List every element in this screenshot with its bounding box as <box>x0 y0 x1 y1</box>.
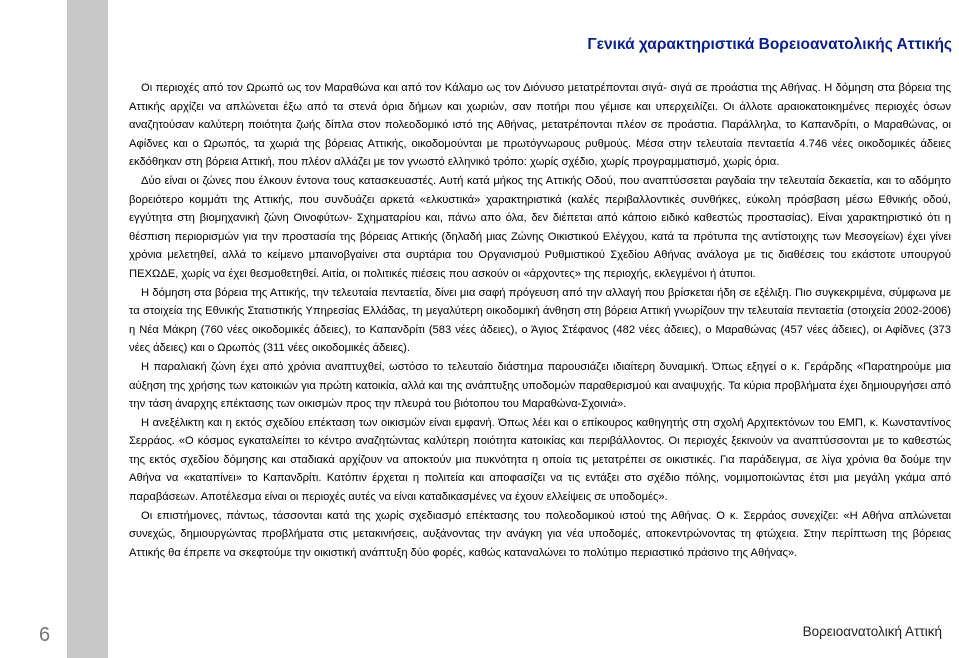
left-margin-bar <box>67 0 108 658</box>
paragraph-4: Η παραλιακή ζώνη έχει από χρόνια αναπτυχθεί, ωστόσο το τελευταίο διάστημα παρουσιάζει ιδιαίτερη δυναμική. Όπως εξηγεί ο κ. Γεράρδης «Παρατηρούμε μια αύξηση της χρήσης των κατοικιών για πρώτη κατοικία, αλλά και της ανάπτυξης υποδομών παραθερισμού και αναψυχής. Τα κύρια προβλήματα έχει δημιουργήσει από την τάση άναρχης επέκτασης των οικισμών προς την πλευρά του βιότοπου του Μαραθώνα-Σχοινιά». <box>129 360 951 411</box>
paragraph-6: Οι επιστήμονες, πάντως, τάσσονται κατά της χωρίς σχεδιασμό επέκτασης του πολεοδομικού ιστού της Αθήνας. Ο κ. Σερράος συνεχίζει: «Η Αθήνα απλώνεται συνεχώς, δημιουργώντας προβλήματα στις μετακινήσεις, αυξάνοντας την ανάγκη για νέα υποδομές, αποκεντρώνοντας τη φτώχεια. Στην περίπτωση της βόρειας Αττικής θα έπρεπε να σκεφτούμε την οικιστική ανάπτυξη δύο φορές, καθώς καταναλώνει το πολύτιμο περιαστικό πράσινο της Αθήνας». <box>129 509 951 559</box>
page-number: 6 <box>39 624 51 646</box>
footer-title: Βορειοανατολική Αττική <box>802 624 942 639</box>
paragraph-2: Δύο είναι οι ζώνες που έλκουν έντονα τους κατασκευαστές. Αυτή κατά μήκος της Αττικής Οδού, που αναπτύσσεται ραγδαία την τελευταία δεκαετία, και το αδόμητο βορειότερο κομμάτι της Αττικής, που συνδυάζει αρκετά «ελκυστικά» χαρακτηριστικά (καλές περιβαλλοντικές συνθήκες, εύκολη πρόσβαση μέσω Εθνικής οδού, εγγύτητα στη βιομηχανική ζώνη Οινοφύτων- Σχηματαρίου και, πάνω απο όλα, δεν διέπεται από κάποιο ειδικό καθεστώς προστασίας). Είναι χαρακτηριστικό ότι η θέσπιση περιορισμών για την προστασία της βόρειας Αττικής (δηλαδή μιας Ζώνης Οικιστικού Ελέγχου, κατά τα πρότυπα της αντίστοιχης των Μεσογείων) έχει γίνει χρόνια μελετηθεί, αλλά το κείμενο μπαινοβγαίνει στα συρτάρια του Οργανισμού Ρυθμιστικού Σχεδίου Αθήνας ανάλογα με τις διαθέσεις του εκάστοτε υπουργού ΠΕΧΩΔΕ, χωρίς να έχει θεσμοθετηθεί. Αιτία, οι πολιτικές πιέσεις που ασκούν οι «άρχοντες» της περιοχής, εκλεγμένοι ή άτυποι. <box>129 174 951 280</box>
page-title: Γενικά χαρακτηριστικά Βορειοανατολικής Αττικής <box>587 36 952 53</box>
paragraph-3: Η δόμηση στα βόρεια της Αττικής, την τελευταία πενταετία, δίνει μια σαφή πρόγευση από την αλλαγή που βρίσκεται ήδη σε εξέλιξη. Πιο συγκεκριμένα, σύμφωνα με τα στοιχεία της Εθνικής Στατιστικής Υπηρεσίας Ελλάδας, τη μεγαλύτερη οικοδομική άνθηση στη βόρεια Αττική γνωρίζουν την τελευταία πενταετία (στοιχεία 2002-2006) η Νέα Μάκρη (760 νέες οικοδομικές άδειες), το Καπανδρίτι (583 νέες άδειες), ο Άγιος Στέφανος (482 νέες άδειες), ο Μαραθώνας (457 νέες άδειες), οι Αφίδνες (373 νέες άδειες) και ο Ωρωπός (311 νέες οικοδομικές άδειες). <box>129 286 951 355</box>
paragraph-1: Οι περιοχές από τον Ωρωπό ως τον Μαραθώνα και από τον Κάλαμο ως τον Διόνυσο μετατρέπονται σιγά- σιγά σε προάστια της Αθήνας. Η δόμηση στα βόρεια της Αττικής αρχίζει να απλώνεται έξω από τα στενά όρια δήμων και χωριών, σαν ποτήρι που γέμισε και υπερχειλίζει. Οι άλλοτε αραιοκατοικημένες περιοχές όσων αναζητούσαν καλύτερη ποιότητα ζωής δίπλα στον πολεοδομικό ιστό της Αθήνας, μετατρέπονται πλέον σε προάστια. Παράλληλα, το Καπανδρίτι, ο Μαραθώνας, οι Αφίδνες και ο Ωρωπός, τα χωριά της βόρειας Αττικής, οικοδομούνται με πρωτόγνωρους ρυθμούς. Μέσα στην τελευταία πενταετία 4.746 νέες οικοδομικές άδειες εκδόθηκαν στη βόρεια Αττική, που πλέον αλλάζει με τον γνωστό ελληνικό τρόπο: χωρίς σχέδιο, χωρίς προγραμματισμό, χωρίς όρια. <box>129 82 951 169</box>
article-body <box>129 79 951 562</box>
paragraph-5: Η ανεξέλικτη και η εκτός σχεδίου επέκταση των οικισμών είναι εμφανή. Όπως λέει και ο επίκουρος καθηγητής στη σχολή Αρχιτεκτόνων του ΕΜΠ, κ. Κωνσταντίνος Σερράος. «Ο κόσμος εγκαταλείπει το κέντρο αναζητώντας καλύτερη ποιότητα κατοικίας και περιβάλλοντος. Οι περιοχές ξεκινούν να αναπτύσσονται με το καθεστώς της εκτός σχεδίου δόμησης και σταδιακά αρχίζουν να αποκτούν μια πυκνότητα η οποία τις μετατρέπει σε οικιστικές. Για παράδειγμα, σε λίγα χρόνια θα δούμε την Αθήνα να «καταπίνει» το Καπανδρίτι. Κατόπιν έρχεται η πολιτεία και αποφασίζει να τις εντάξει στο σχέδιο πόλης, νομιμοποιώντας έτσι μια μεγάλη γκάμα από παραβάσεων. Αποτέλεσμα είναι οι περιοχές αυτές να είναι καταδικασμένες να έχουν ελλείψεις σε υποδομές». <box>129 416 951 504</box>
